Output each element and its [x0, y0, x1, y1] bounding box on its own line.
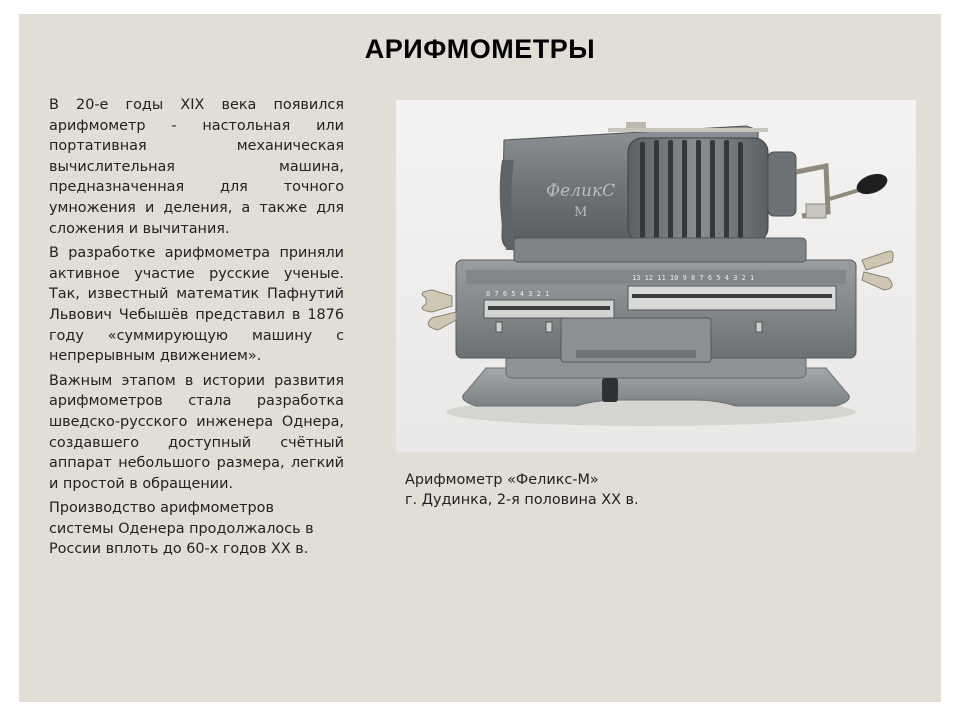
photo-caption [405, 470, 825, 510]
arithmometer-photo [396, 100, 916, 452]
paragraph-4: Производство арифмометров системы Оденера продолжалось в России вплоть до 60-х годов XX в. [49, 500, 314, 558]
page-title: АРИФМОМЕТРЫ [364, 34, 596, 64]
arithmometer-illustration [396, 100, 916, 452]
caption-line-2: г. Дудинка, 2-я половина XX в. [405, 492, 639, 508]
paragraph-2: В разработке арифмометра приняли активное участие русские ученые. Так, известный математик Пафнутий Львович Чебышёв представил в 1876 году «суммирующую машину с непрерывным движением». [49, 245, 344, 365]
paragraph-1: В 20-е годы XIX века появился арифмометр - настольная или портативная механическая вычислительная машина, предназначенная для точного умножения и деления, а также для сложения и вычитания. [49, 97, 344, 237]
lower-digit-labels: 8 7 6 5 4 3 2 1 [486, 290, 550, 298]
brand-label: ФеликС [546, 181, 616, 201]
caption-line-1: Арифмометр «Феликс-М» [405, 472, 599, 488]
paragraph-3: Важным этапом в истории развития арифмометров стала разработка шведско-русского инженера Однера, создавшего доступный счётный аппарат небольшого размера, легкий и простой в обращении. [49, 372, 344, 492]
upper-digit-labels: 13 12 11 10 9 8 7 6 5 4 3 2 1 [632, 274, 755, 282]
model-label: М [574, 205, 588, 220]
body-text [49, 95, 344, 564]
